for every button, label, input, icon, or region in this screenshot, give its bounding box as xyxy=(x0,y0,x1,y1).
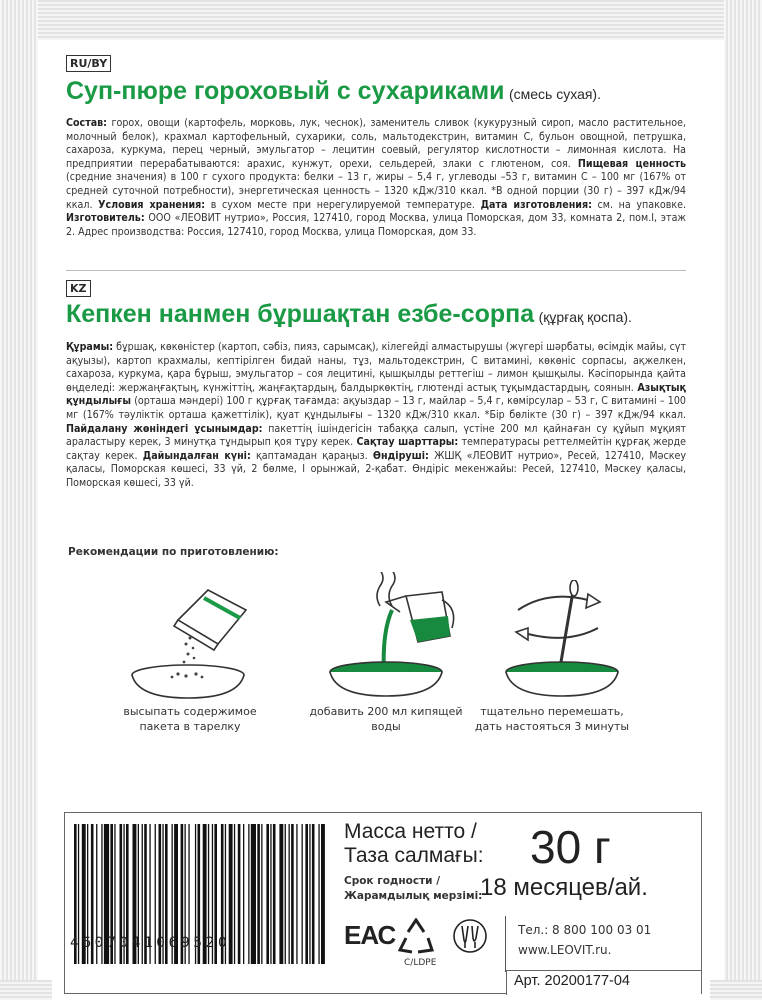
title-kz-sub: (құрғақ қоспа). xyxy=(538,309,632,325)
packet-icon xyxy=(174,590,246,650)
date-text-kz: қаптамадан қараңыз. xyxy=(250,449,373,462)
packet-crimp-right xyxy=(724,0,762,1000)
storage-text-ru: в сухом месте при нерегулируемой температуре. xyxy=(205,198,481,211)
date-label-kz: Дайындалған күні: xyxy=(142,449,251,462)
date-label-ru: Дата изготовления: xyxy=(480,198,592,211)
shelf-life-label-ru: Срок годности / xyxy=(344,875,441,887)
kettle-icon xyxy=(386,592,454,642)
composition-text-ru: горох, овощи (картофель, морковь, лук, чеснок), заменитель сливок (кукурузный сироп, масло растительное, молочный белок), крахмал картофельный, сухарики, соль, мальтодекстрин, витамин С, бульон овощной, петрушка, сахароза, куркума, перец черный, эмульгатор – лецитин соевый, регулятор кислотности – лимонная кислота. На предприятии перерабатываются: арахис, кунжут, орехи, сельдерей, злаки с глютеном, соя. xyxy=(66,117,686,170)
step3-caption: тщательно перемешать, дать настояться 3 минуты xyxy=(474,705,630,733)
description-kz xyxy=(66,341,686,491)
article-number: Арт. 20200177-04 xyxy=(514,973,630,989)
spoon-head xyxy=(570,580,578,596)
step3-illustration xyxy=(488,580,638,700)
date-text-ru: см. на упаковке. xyxy=(591,198,686,211)
bowl-with-water-icon xyxy=(330,662,442,696)
website-link[interactable]: www.LEOVIT.ru. xyxy=(518,943,612,957)
title-kz-main: Кепкен нанмен бұршақтан езбе-сорпа xyxy=(66,300,535,328)
recycle-code: C/LDPE xyxy=(404,958,437,968)
title-ru-sub: (смесь сухая). xyxy=(508,86,601,102)
maker-label-ru: Изготовитель: xyxy=(66,212,145,225)
nutrition-label-kz: Азықтық құндылығы xyxy=(66,381,686,408)
section-divider xyxy=(66,270,686,271)
step2-illustration xyxy=(312,572,462,702)
shelf-life-label-kz: Жарамдылық мерзімі: xyxy=(344,890,483,902)
shelf-life-value: 18 месяцев/ай. xyxy=(480,874,648,901)
title-ru xyxy=(66,77,601,106)
bowl-with-soup-icon xyxy=(506,662,618,696)
recycle-icon xyxy=(398,918,434,956)
step1-illustration xyxy=(108,580,268,700)
description-ru xyxy=(66,117,686,239)
phone: Тел.: 8 800 100 03 01 xyxy=(518,923,652,937)
nutrition-text-kz: (орташа мәндері) 100 г құрғақ тағамда: ақуыздар – 13 г, майлар – 5,4 г, көмірсулар – 53 г, С витамині – 100 мг (167% тәуліктік орташа қажеттілік), қуат құндылығы – 1320 кДж/310 ккал. *Бір бөлікте (30 г) – 397 кДж/94 ккал. xyxy=(66,395,686,421)
net-weight-label-ru: Масса нетто / xyxy=(344,820,477,843)
net-weight-label-kz: Таза салмағы: xyxy=(344,844,484,867)
title-ru-main: Суп-пюре гороховый с сухариками xyxy=(66,77,505,105)
composition-label-ru: Состав: xyxy=(66,117,107,129)
maker-text-ru: ООО «ЛЕОВИТ нутрио», Россия, 127410, город Москва, улица Поморская, дом 33, комната 2, пом.I, этаж 2. Адрес производства: Россия, 127410, город Москва, улица Поморская, дом 33. xyxy=(66,212,686,238)
storage-label-kz: Сақтау шарттары: xyxy=(356,436,459,449)
maker-text-kz: ЖШҚ «ЛЕОВИТ нутрио», Ресей, 127410, Мәскеу қаласы, Поморская көшесі, 33 үй, 2 бөлме, I орынжай, 2-қабат. Өндіріс мекенжайы: Ресей, 127410, Мәскеу қаласы, Поморская көшесі, 33 үй. xyxy=(66,449,686,489)
maker-label-kz: Өндіруші: xyxy=(372,449,429,462)
stir-arrows-icon xyxy=(516,594,600,640)
usage-label-kz: Пайдалану жөніндегі ұсынымдар: xyxy=(66,422,263,435)
prep-title: Рекомендации по приготовлению: xyxy=(68,546,279,558)
contact-divider xyxy=(505,916,506,972)
storage-text-kz: температурасы реттелмейтін құрғақ жерде сақтау керек. xyxy=(66,436,687,462)
nutrition-label-ru: Пищевая ценность xyxy=(577,157,686,170)
lang-tag-kz: KZ xyxy=(66,280,91,297)
step2-caption: добавить 200 мл кипящей воды xyxy=(309,705,463,733)
composition-label-kz: Құрамы: xyxy=(66,341,114,353)
spoon-icon xyxy=(560,586,574,668)
step1-caption: высыпать содержимое пакета в тарелку xyxy=(123,705,257,733)
packet-crimp-top xyxy=(0,0,762,40)
storage-label-ru: Условия хранения: xyxy=(98,198,206,211)
eac-mark-icon: ЕАС xyxy=(344,920,396,950)
lang-tag-ru: RU/BY xyxy=(66,55,111,72)
composition-text-kz: бұршақ, көкөністер (картоп, сәбіз, пияз, сарымсақ), кілегейді алмастырушы (жүгері шәрбаты, өсімдік майы, сүт ақуызы), картоп крахмалы, кептірілген бидай наны, тұз, мальтодекстрин, С витамині, көкөніс сорпасы, ақжелкен, сахароза, куркума, қара бұрыш, эмульгатор – соя лецитині, қышқылды реттегіш – лимон қышқылы. Кәсіпорында қайта өңделеді: жержаңғақтың, күнжіттің, жаңғақтардың, балдыркөктің, глютенді астық тұқымдастардың, соянын. xyxy=(66,341,686,394)
barcode-digits: 4607041069520 xyxy=(70,935,231,951)
usage-text-kz: пакеттің ішіндегісін табаққа салып, үстіне 200 мл қайнаған су құйып мұқият араластыру керек, 3 минутқа тұндырып қоя тұру керек. xyxy=(66,422,686,449)
bowl-icon xyxy=(132,665,244,698)
food-safe-icon xyxy=(452,918,488,954)
net-weight-value: 30 г xyxy=(530,821,611,873)
packet-crimp-left xyxy=(0,0,38,1000)
nutrition-text-ru: (средние значения) в 100 г сухого продукта: белки – 13 г, жиры – 5,4 г, углеводы –53 г, витамин С – 100 мг (167% от средней суточной потребности), энергетическая ценность – 1320 кДж/310 ккал. *В одной порции (30 г) – 397 кДж/94 ккал. xyxy=(66,171,686,211)
title-kz xyxy=(66,300,632,329)
